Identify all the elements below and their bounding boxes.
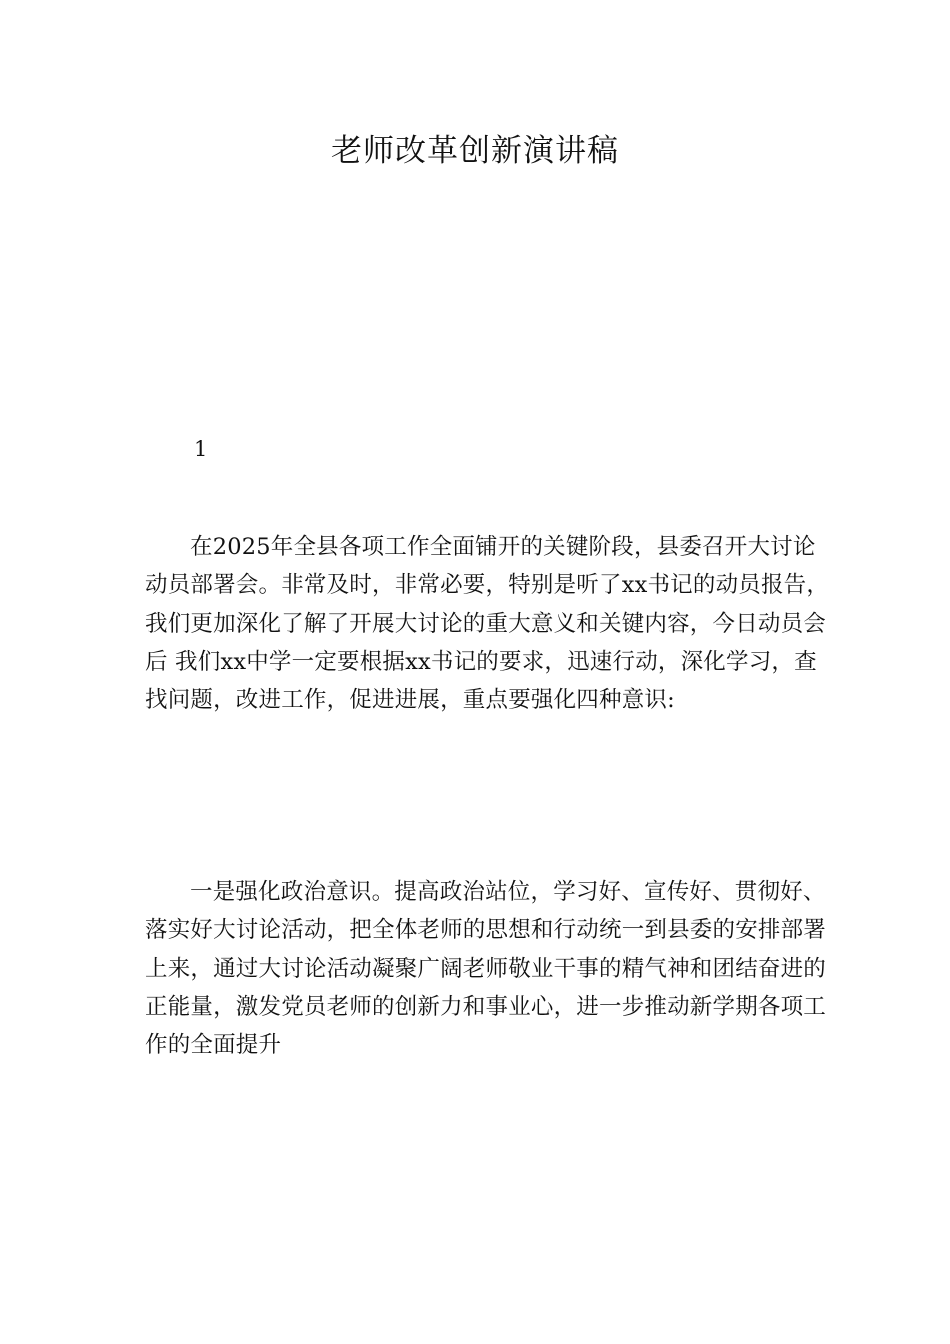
document-title: 老师改革创新演讲稿 bbox=[331, 133, 619, 169]
paragraph-text: 在2025年全县各项工作全面铺开的关键阶段，县委召开大讨论动员部署会。非常及时，非常必要，特别是听了xx书记的动员报告，我们更加深化了解了开展大讨论的重大意义和关键内容，今日动员会后 我们xx中学一定要根据xx书记的要求，迅速行动，深化学习，查找问题，改进工作，促进进展，重点要强化四种意识: bbox=[145, 534, 830, 714]
page-number: 1 bbox=[194, 437, 208, 461]
body-paragraph-1 bbox=[145, 528, 830, 719]
body-paragraph-2 bbox=[145, 873, 830, 1064]
paragraph-text: 一是强化政治意识。提高政治站位，学习好、宣传好、贯彻好、落实好大讨论活动，把全体老师的思想和行动统一到县委的安排部署上来，通过大讨论活动凝聚广阔老师敬业干事的精气神和团结奋进的正能量，激发党员老师的创新力和事业心，进一步推动新学期各项工作的全面提升 bbox=[145, 879, 827, 1059]
